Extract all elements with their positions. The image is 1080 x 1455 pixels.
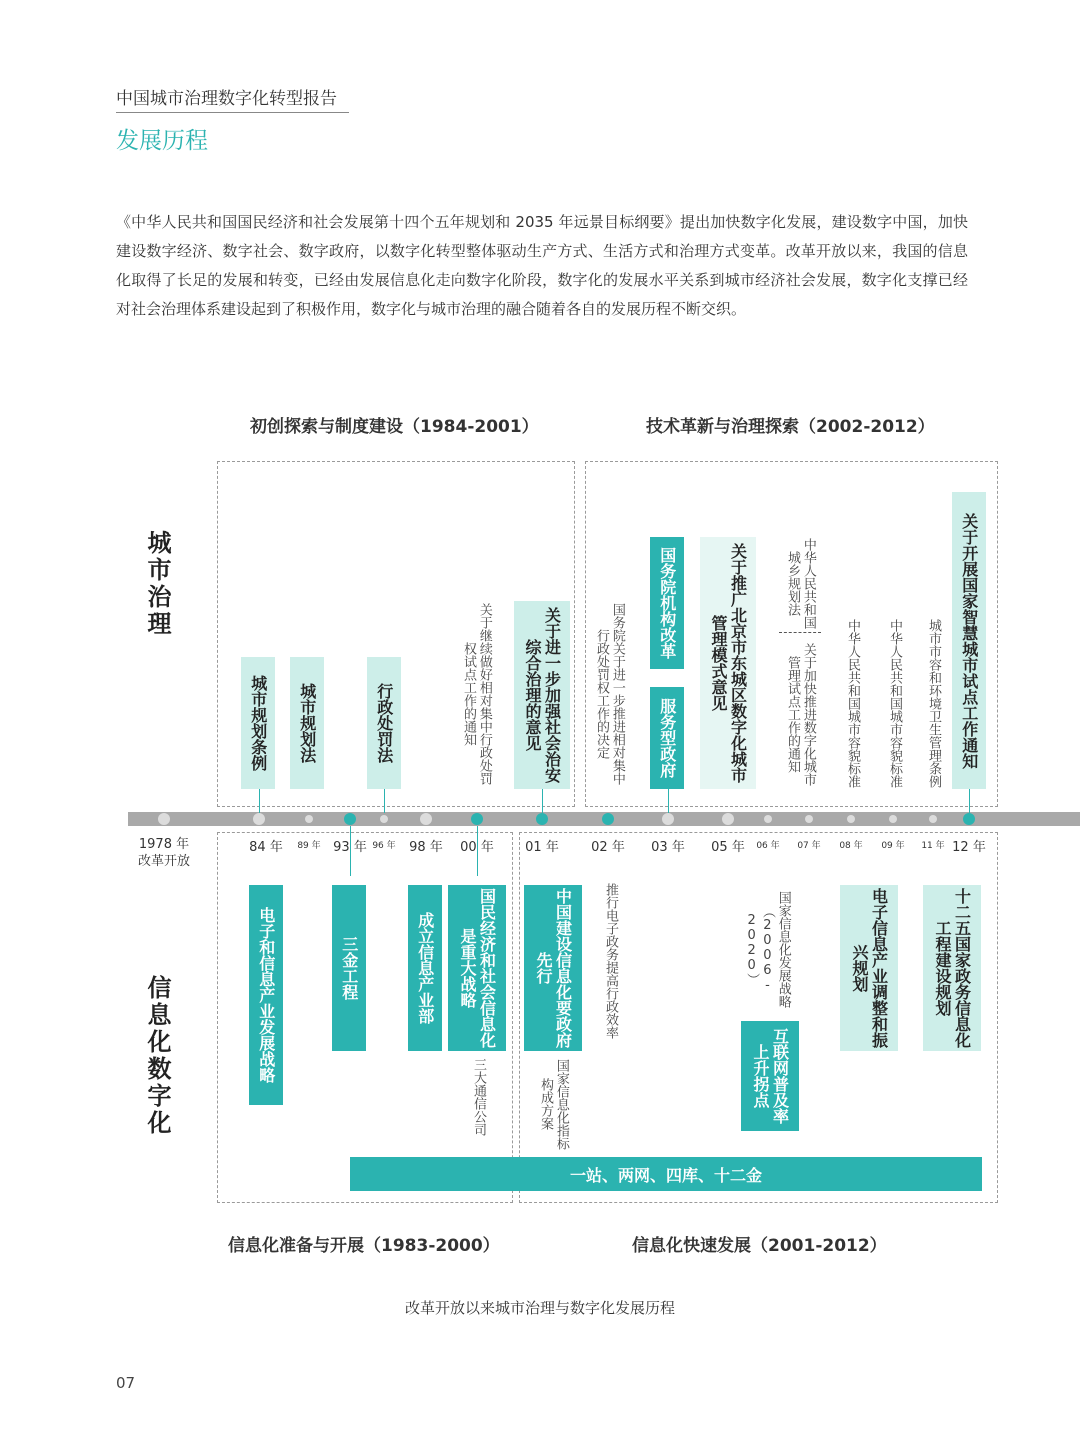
timeline-node — [158, 813, 170, 825]
event-urban-03a: 国务院机构改革 — [650, 537, 684, 669]
event-info-93: 三金工程 — [332, 885, 366, 1051]
event-info-01: 中国建设信息化要政府先行 — [524, 885, 582, 1051]
connector — [969, 789, 970, 813]
timeline-node — [764, 815, 772, 823]
event-urban-00: 关于继续做好相对集中行政处罚权试点工作的通知 — [461, 603, 492, 785]
year-label: 89 年 — [297, 841, 321, 851]
event-urban-11: 城市市容和环境卫生管理条例 — [925, 619, 941, 788]
year-label: 09 年 — [881, 841, 905, 851]
divider — [779, 632, 821, 633]
event-urban-96: 行政处罚法 — [367, 657, 401, 789]
event-urban-12: 关于开展国家智慧城市试点工作通知 — [952, 492, 986, 789]
figure-caption: 改革开放以来城市治理与数字化发展历程 — [404, 1299, 675, 1317]
timeline-node — [380, 815, 388, 823]
timeline-node — [889, 815, 897, 823]
year-label: 93 年 — [333, 840, 367, 855]
side-label-urban: 城市治理 — [143, 530, 171, 638]
year-label: 00 年 — [460, 840, 494, 855]
event-urban-07a: 中华人民共和国城乡规划法 — [785, 537, 816, 629]
timeline-node — [963, 813, 975, 825]
period-title-urban-2: 技术革新与治理探索（2002-2012） — [646, 417, 935, 437]
section-title: 发展历程 — [116, 128, 208, 154]
event-info-06: 国家信息化发展战略（2006-2020） — [744, 890, 791, 1008]
origin-label — [138, 836, 190, 870]
year-label: 01 年 — [525, 840, 559, 855]
side-label-info: 信息化数字化 — [143, 975, 171, 1137]
timeline-node — [602, 813, 614, 825]
event-urban-07b: 关于加快推进数字化城市管理试点工作的通知 — [785, 642, 816, 786]
timeline-node — [471, 813, 483, 825]
timeline-node — [344, 813, 356, 825]
event-info-bar: 一站、两网、四库、十二金 — [350, 1157, 982, 1191]
timeline-node — [253, 813, 265, 825]
connector — [542, 789, 543, 813]
origin-year: 1978 年 — [138, 837, 190, 852]
timeline-node — [847, 815, 855, 823]
event-info-00b: 三大通信公司 — [470, 1058, 486, 1136]
origin-caption: 改革开放 — [137, 854, 191, 869]
timeline-node — [662, 813, 674, 825]
year-label: 11 年 — [921, 841, 945, 851]
timeline-node — [929, 815, 937, 823]
period-title-info-2: 信息化快速发展（2001-2012） — [632, 1236, 887, 1256]
event-info-00: 国民经济和社会信息化是重大战略 — [448, 885, 506, 1051]
intro-paragraph: 《中华人民共和国国民经济和社会发展第十四个五年规划和 2035 年远景目标纲要》提出加快数字化发展，建设数字中国，加快建设数字经济、数字社会、数字政府，以数字化转型整体驱动生产方式、生活方式和治理方式变革。改革开放以来，我国的信息化取得了长足的发展和转变，已经由发展信息化走向数字化阶段，数字化的发展水平关系到城市经济社会发展，数字化支撑已经对社会治理体系建设起到了积极作用，数字化与城市治理的融合随着各自的发展历程不断交织。 — [116, 213, 968, 318]
year-label: 08 年 — [839, 841, 863, 851]
event-info-09: 电子信息产业调整和振兴规划 — [840, 885, 898, 1051]
timeline-node — [536, 813, 548, 825]
event-urban-89: 城市规划法 — [290, 657, 324, 789]
event-urban-84: 城市规划条例 — [241, 657, 275, 789]
period-title-urban-1: 初创探索与制度建设（1984-2001） — [250, 417, 539, 437]
connector — [384, 789, 385, 813]
event-info-12: 十二五国家政务信息化工程建设规划 — [923, 885, 981, 1051]
event-urban-08: 中华人民共和国城市容貌标准 — [844, 619, 860, 788]
report-title: 中国城市治理数字化转型报告 — [116, 89, 337, 109]
period-title-info-1: 信息化准备与开展（1983-2000） — [228, 1236, 500, 1256]
title-divider — [116, 112, 349, 113]
event-urban-02: 国务院关于进一步推进相对集中行政处罚权工作的决定 — [594, 603, 625, 785]
event-info-06b: 互联网普及率上升拐点 — [741, 1021, 799, 1131]
event-urban-03b: 服务型政府 — [650, 687, 684, 789]
connector — [259, 789, 260, 813]
year-label: 84 年 — [249, 840, 283, 855]
year-label: 98 年 — [409, 840, 443, 855]
page-number: 07 — [116, 1374, 136, 1392]
year-label: 96 年 — [372, 841, 396, 851]
year-label: 05 年 — [711, 840, 745, 855]
timeline-node — [420, 813, 432, 825]
event-info-84: 电子和信息产业发展战略 — [249, 885, 283, 1105]
year-label: 06 年 — [756, 841, 780, 851]
event-urban-01: 关于进一步加强社会治安综合治理的意见 — [514, 601, 570, 789]
event-info-98: 成立信息产业部 — [408, 885, 442, 1051]
year-label: 12 年 — [952, 840, 986, 855]
timeline-node — [305, 815, 313, 823]
timeline-node — [722, 813, 734, 825]
year-label: 07 年 — [797, 841, 821, 851]
event-info-02: 推行电子政务提高行政效率 — [602, 883, 618, 1039]
connector — [668, 789, 669, 813]
year-label: 03 年 — [651, 840, 685, 855]
timeline-node — [805, 815, 813, 823]
event-urban-05: 关于推广北京市东城区数字化城市管理模式意见 — [700, 537, 756, 789]
year-label: 02 年 — [591, 840, 625, 855]
event-info-01b: 国家信息化指标构成方案 — [538, 1058, 569, 1150]
event-urban-09: 中华人民共和国城市容貌标准 — [886, 619, 902, 788]
